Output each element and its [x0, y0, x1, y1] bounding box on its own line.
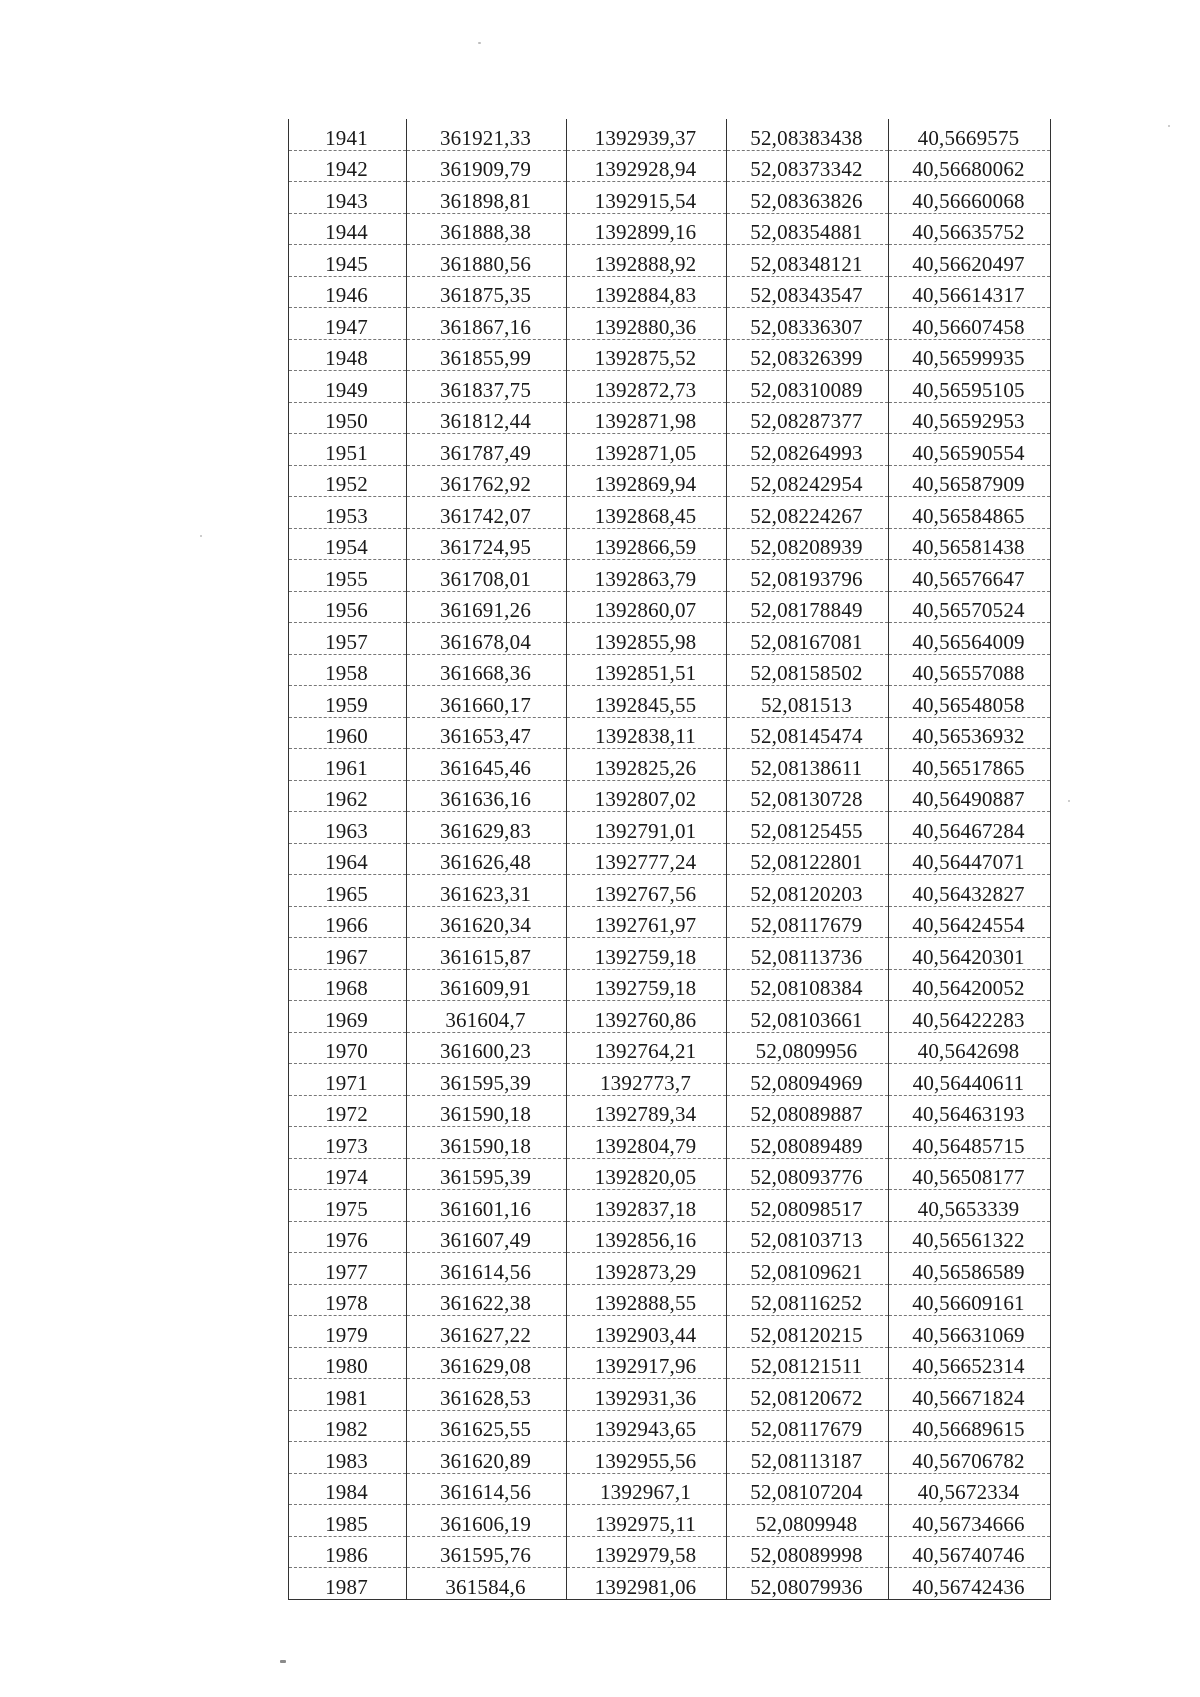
latitude-cell: 52,08354881 [727, 213, 889, 245]
longitude-cell: 40,56424554 [889, 906, 1051, 938]
y-coordinate-cell: 1392825,26 [567, 749, 727, 781]
longitude-cell: 40,56592953 [889, 402, 1051, 434]
y-coordinate-cell: 1392791,01 [567, 812, 727, 844]
longitude-cell: 40,56584865 [889, 497, 1051, 529]
point-number-cell: 1950 [289, 402, 407, 434]
y-coordinate-cell: 1392899,16 [567, 213, 727, 245]
latitude-cell: 52,08103713 [727, 1221, 889, 1253]
table-row [289, 119, 1051, 150]
y-coordinate-cell: 1392837,18 [567, 1190, 727, 1222]
latitude-cell: 52,08117679 [727, 1410, 889, 1442]
latitude-cell: 52,08120203 [727, 875, 889, 907]
point-number-cell: 1960 [289, 717, 407, 749]
y-coordinate-cell: 1392860,07 [567, 591, 727, 623]
y-coordinate-cell: 1392915,54 [567, 182, 727, 214]
longitude-cell: 40,56548058 [889, 686, 1051, 718]
y-coordinate-cell: 1392856,16 [567, 1221, 727, 1253]
x-coordinate-cell: 361762,92 [407, 465, 567, 497]
y-coordinate-cell: 1392863,79 [567, 560, 727, 592]
point-number-cell: 1972 [289, 1095, 407, 1127]
x-coordinate-cell: 361668,36 [407, 654, 567, 686]
point-number-cell: 1970 [289, 1032, 407, 1064]
longitude-cell: 40,56609161 [889, 1284, 1051, 1316]
table-row [289, 245, 1051, 277]
table-row [289, 654, 1051, 686]
y-coordinate-cell: 1392979,58 [567, 1536, 727, 1568]
latitude-cell: 52,08089887 [727, 1095, 889, 1127]
x-coordinate-cell: 361606,19 [407, 1505, 567, 1537]
latitude-cell: 52,08079936 [727, 1568, 889, 1600]
y-coordinate-cell: 1392759,18 [567, 938, 727, 970]
table-row [289, 623, 1051, 655]
y-coordinate-cell: 1392789,34 [567, 1095, 727, 1127]
y-coordinate-cell: 1392838,11 [567, 717, 727, 749]
point-number-cell: 1971 [289, 1064, 407, 1096]
point-number-cell: 1977 [289, 1253, 407, 1285]
table-row [289, 875, 1051, 907]
x-coordinate-cell: 361595,76 [407, 1536, 567, 1568]
table-row [289, 717, 1051, 749]
table-row [289, 497, 1051, 529]
longitude-cell: 40,56422283 [889, 1001, 1051, 1033]
x-coordinate-cell: 361653,47 [407, 717, 567, 749]
latitude-cell: 52,08120672 [727, 1379, 889, 1411]
y-coordinate-cell: 1392872,73 [567, 371, 727, 403]
longitude-cell: 40,56635752 [889, 213, 1051, 245]
latitude-cell: 52,08113187 [727, 1442, 889, 1474]
latitude-cell: 52,08093776 [727, 1158, 889, 1190]
point-number-cell: 1958 [289, 654, 407, 686]
table-row [289, 1032, 1051, 1064]
point-number-cell: 1956 [289, 591, 407, 623]
y-coordinate-cell: 1392884,83 [567, 276, 727, 308]
latitude-cell: 52,08158502 [727, 654, 889, 686]
latitude-cell: 52,081513 [727, 686, 889, 718]
longitude-cell: 40,56485715 [889, 1127, 1051, 1159]
y-coordinate-cell: 1392855,98 [567, 623, 727, 655]
latitude-cell: 52,0809956 [727, 1032, 889, 1064]
table-row [289, 1284, 1051, 1316]
latitude-cell: 52,08116252 [727, 1284, 889, 1316]
y-coordinate-cell: 1392777,24 [567, 843, 727, 875]
table-row [289, 1442, 1051, 1474]
x-coordinate-cell: 361625,55 [407, 1410, 567, 1442]
y-coordinate-cell: 1392760,86 [567, 1001, 727, 1033]
y-coordinate-cell: 1392773,7 [567, 1064, 727, 1096]
point-number-cell: 1974 [289, 1158, 407, 1190]
point-number-cell: 1975 [289, 1190, 407, 1222]
y-coordinate-cell: 1392981,06 [567, 1568, 727, 1600]
table-row [289, 1473, 1051, 1505]
y-coordinate-cell: 1392931,36 [567, 1379, 727, 1411]
x-coordinate-cell: 361645,46 [407, 749, 567, 781]
table-row [289, 371, 1051, 403]
table-row [289, 1064, 1051, 1096]
point-number-cell: 1966 [289, 906, 407, 938]
x-coordinate-cell: 361620,34 [407, 906, 567, 938]
latitude-cell: 52,08094969 [727, 1064, 889, 1096]
longitude-cell: 40,56680062 [889, 150, 1051, 182]
point-number-cell: 1957 [289, 623, 407, 655]
longitude-cell: 40,56614317 [889, 276, 1051, 308]
table-row [289, 1505, 1051, 1537]
latitude-cell: 52,08109621 [727, 1253, 889, 1285]
y-coordinate-cell: 1392967,1 [567, 1473, 727, 1505]
point-number-cell: 1968 [289, 969, 407, 1001]
coordinates-table [288, 119, 1051, 1600]
point-number-cell: 1969 [289, 1001, 407, 1033]
latitude-cell: 52,08193796 [727, 560, 889, 592]
x-coordinate-cell: 361595,39 [407, 1158, 567, 1190]
x-coordinate-cell: 361601,16 [407, 1190, 567, 1222]
point-number-cell: 1983 [289, 1442, 407, 1474]
latitude-cell: 52,0809948 [727, 1505, 889, 1537]
y-coordinate-cell: 1392928,94 [567, 150, 727, 182]
point-number-cell: 1959 [289, 686, 407, 718]
x-coordinate-cell: 361595,39 [407, 1064, 567, 1096]
y-coordinate-cell: 1392939,37 [567, 119, 727, 150]
latitude-cell: 52,08098517 [727, 1190, 889, 1222]
scan-speck [200, 535, 202, 537]
table-row [289, 213, 1051, 245]
point-number-cell: 1986 [289, 1536, 407, 1568]
latitude-cell: 52,08107204 [727, 1473, 889, 1505]
x-coordinate-cell: 361837,75 [407, 371, 567, 403]
point-number-cell: 1961 [289, 749, 407, 781]
table-row [289, 812, 1051, 844]
table-row [289, 1568, 1051, 1600]
x-coordinate-cell: 361627,22 [407, 1316, 567, 1348]
x-coordinate-cell: 361880,56 [407, 245, 567, 277]
latitude-cell: 52,08113736 [727, 938, 889, 970]
table-row [289, 339, 1051, 371]
latitude-cell: 52,08224267 [727, 497, 889, 529]
x-coordinate-cell: 361724,95 [407, 528, 567, 560]
x-coordinate-cell: 361660,17 [407, 686, 567, 718]
longitude-cell: 40,56740746 [889, 1536, 1051, 1568]
x-coordinate-cell: 361898,81 [407, 182, 567, 214]
point-number-cell: 1967 [289, 938, 407, 970]
latitude-cell: 52,08336307 [727, 308, 889, 340]
point-number-cell: 1949 [289, 371, 407, 403]
scan-speck [280, 1660, 286, 1663]
x-coordinate-cell: 361855,99 [407, 339, 567, 371]
longitude-cell: 40,56570524 [889, 591, 1051, 623]
y-coordinate-cell: 1392871,98 [567, 402, 727, 434]
x-coordinate-cell: 361909,79 [407, 150, 567, 182]
longitude-cell: 40,56587909 [889, 465, 1051, 497]
latitude-cell: 52,08117679 [727, 906, 889, 938]
x-coordinate-cell: 361623,31 [407, 875, 567, 907]
longitude-cell: 40,56420301 [889, 938, 1051, 970]
longitude-cell: 40,56508177 [889, 1158, 1051, 1190]
latitude-cell: 52,08326399 [727, 339, 889, 371]
x-coordinate-cell: 361614,56 [407, 1253, 567, 1285]
latitude-cell: 52,08145474 [727, 717, 889, 749]
latitude-cell: 52,08122801 [727, 843, 889, 875]
y-coordinate-cell: 1392975,11 [567, 1505, 727, 1537]
point-number-cell: 1978 [289, 1284, 407, 1316]
y-coordinate-cell: 1392845,55 [567, 686, 727, 718]
table-row [289, 1253, 1051, 1285]
scan-speck [1068, 800, 1070, 802]
y-coordinate-cell: 1392888,92 [567, 245, 727, 277]
latitude-cell: 52,08121511 [727, 1347, 889, 1379]
x-coordinate-cell: 361708,01 [407, 560, 567, 592]
point-number-cell: 1973 [289, 1127, 407, 1159]
table-row [289, 308, 1051, 340]
table-row [289, 434, 1051, 466]
point-number-cell: 1951 [289, 434, 407, 466]
table-row [289, 591, 1051, 623]
latitude-cell: 52,08310089 [727, 371, 889, 403]
longitude-cell: 40,56561322 [889, 1221, 1051, 1253]
y-coordinate-cell: 1392761,97 [567, 906, 727, 938]
latitude-cell: 52,08178849 [727, 591, 889, 623]
longitude-cell: 40,56689615 [889, 1410, 1051, 1442]
longitude-cell: 40,56631069 [889, 1316, 1051, 1348]
latitude-cell: 52,08287377 [727, 402, 889, 434]
x-coordinate-cell: 361600,23 [407, 1032, 567, 1064]
point-number-cell: 1952 [289, 465, 407, 497]
x-coordinate-cell: 361867,16 [407, 308, 567, 340]
latitude-cell: 52,08242954 [727, 465, 889, 497]
table-row [289, 938, 1051, 970]
longitude-cell: 40,5642698 [889, 1032, 1051, 1064]
x-coordinate-cell: 361812,44 [407, 402, 567, 434]
x-coordinate-cell: 361636,16 [407, 780, 567, 812]
y-coordinate-cell: 1392943,65 [567, 1410, 727, 1442]
longitude-cell: 40,56586589 [889, 1253, 1051, 1285]
table-row [289, 182, 1051, 214]
longitude-cell: 40,56536932 [889, 717, 1051, 749]
y-coordinate-cell: 1392764,21 [567, 1032, 727, 1064]
point-number-cell: 1941 [289, 119, 407, 150]
longitude-cell: 40,56564009 [889, 623, 1051, 655]
latitude-cell: 52,08264993 [727, 434, 889, 466]
latitude-cell: 52,08103661 [727, 1001, 889, 1033]
x-coordinate-cell: 361787,49 [407, 434, 567, 466]
table-row [289, 1536, 1051, 1568]
table-row [289, 1095, 1051, 1127]
y-coordinate-cell: 1392866,59 [567, 528, 727, 560]
x-coordinate-cell: 361584,6 [407, 1568, 567, 1600]
latitude-cell: 52,08208939 [727, 528, 889, 560]
point-number-cell: 1985 [289, 1505, 407, 1537]
latitude-cell: 52,08089998 [727, 1536, 889, 1568]
table-row [289, 528, 1051, 560]
table-row [289, 906, 1051, 938]
y-coordinate-cell: 1392903,44 [567, 1316, 727, 1348]
y-coordinate-cell: 1392820,05 [567, 1158, 727, 1190]
x-coordinate-cell: 361590,18 [407, 1095, 567, 1127]
longitude-cell: 40,56734666 [889, 1505, 1051, 1537]
point-number-cell: 1979 [289, 1316, 407, 1348]
point-number-cell: 1954 [289, 528, 407, 560]
longitude-cell: 40,56590554 [889, 434, 1051, 466]
latitude-cell: 52,08363826 [727, 182, 889, 214]
point-number-cell: 1964 [289, 843, 407, 875]
y-coordinate-cell: 1392880,36 [567, 308, 727, 340]
x-coordinate-cell: 361609,91 [407, 969, 567, 1001]
x-coordinate-cell: 361628,53 [407, 1379, 567, 1411]
longitude-cell: 40,56420052 [889, 969, 1051, 1001]
x-coordinate-cell: 361590,18 [407, 1127, 567, 1159]
longitude-cell: 40,56467284 [889, 812, 1051, 844]
table-row [289, 402, 1051, 434]
longitude-cell: 40,56595105 [889, 371, 1051, 403]
x-coordinate-cell: 361622,38 [407, 1284, 567, 1316]
longitude-cell: 40,56652314 [889, 1347, 1051, 1379]
table-row [289, 150, 1051, 182]
longitude-cell: 40,56447071 [889, 843, 1051, 875]
table-row [289, 1221, 1051, 1253]
y-coordinate-cell: 1392888,55 [567, 1284, 727, 1316]
longitude-cell: 40,5672334 [889, 1473, 1051, 1505]
point-number-cell: 1976 [289, 1221, 407, 1253]
x-coordinate-cell: 361691,26 [407, 591, 567, 623]
longitude-cell: 40,56607458 [889, 308, 1051, 340]
table-row [289, 276, 1051, 308]
longitude-cell: 40,56490887 [889, 780, 1051, 812]
longitude-cell: 40,56463193 [889, 1095, 1051, 1127]
x-coordinate-cell: 361629,83 [407, 812, 567, 844]
table-row [289, 1158, 1051, 1190]
longitude-cell: 40,56581438 [889, 528, 1051, 560]
longitude-cell: 40,56671824 [889, 1379, 1051, 1411]
table-row [289, 969, 1051, 1001]
latitude-cell: 52,08125455 [727, 812, 889, 844]
latitude-cell: 52,08108384 [727, 969, 889, 1001]
x-coordinate-cell: 361875,35 [407, 276, 567, 308]
latitude-cell: 52,08089489 [727, 1127, 889, 1159]
longitude-cell: 40,56557088 [889, 654, 1051, 686]
y-coordinate-cell: 1392869,94 [567, 465, 727, 497]
longitude-cell: 40,56576647 [889, 560, 1051, 592]
point-number-cell: 1953 [289, 497, 407, 529]
y-coordinate-cell: 1392873,29 [567, 1253, 727, 1285]
point-number-cell: 1980 [289, 1347, 407, 1379]
table-row [289, 686, 1051, 718]
point-number-cell: 1963 [289, 812, 407, 844]
x-coordinate-cell: 361921,33 [407, 119, 567, 150]
table-row [289, 1316, 1051, 1348]
table-row [289, 1379, 1051, 1411]
y-coordinate-cell: 1392851,51 [567, 654, 727, 686]
y-coordinate-cell: 1392917,96 [567, 1347, 727, 1379]
table-row [289, 465, 1051, 497]
longitude-cell: 40,5653339 [889, 1190, 1051, 1222]
x-coordinate-cell: 361742,07 [407, 497, 567, 529]
latitude-cell: 52,08167081 [727, 623, 889, 655]
y-coordinate-cell: 1392767,56 [567, 875, 727, 907]
longitude-cell: 40,56620497 [889, 245, 1051, 277]
table-row [289, 560, 1051, 592]
scan-speck [478, 42, 481, 44]
y-coordinate-cell: 1392875,52 [567, 339, 727, 371]
scan-speck [1168, 125, 1170, 127]
x-coordinate-cell: 361607,49 [407, 1221, 567, 1253]
table-row [289, 843, 1051, 875]
y-coordinate-cell: 1392759,18 [567, 969, 727, 1001]
y-coordinate-cell: 1392807,02 [567, 780, 727, 812]
x-coordinate-cell: 361678,04 [407, 623, 567, 655]
longitude-cell: 40,56440611 [889, 1064, 1051, 1096]
point-number-cell: 1981 [289, 1379, 407, 1411]
point-number-cell: 1965 [289, 875, 407, 907]
longitude-cell: 40,5669575 [889, 119, 1051, 150]
longitude-cell: 40,56599935 [889, 339, 1051, 371]
longitude-cell: 40,56742436 [889, 1568, 1051, 1600]
latitude-cell: 52,08138611 [727, 749, 889, 781]
y-coordinate-cell: 1392955,56 [567, 1442, 727, 1474]
x-coordinate-cell: 361604,7 [407, 1001, 567, 1033]
point-number-cell: 1948 [289, 339, 407, 371]
point-number-cell: 1984 [289, 1473, 407, 1505]
coordinates-table-body [289, 119, 1051, 1599]
table-row [289, 1190, 1051, 1222]
latitude-cell: 52,08130728 [727, 780, 889, 812]
longitude-cell: 40,56660068 [889, 182, 1051, 214]
table-row [289, 780, 1051, 812]
x-coordinate-cell: 361626,48 [407, 843, 567, 875]
latitude-cell: 52,08343547 [727, 276, 889, 308]
y-coordinate-cell: 1392804,79 [567, 1127, 727, 1159]
latitude-cell: 52,08383438 [727, 119, 889, 150]
y-coordinate-cell: 1392868,45 [567, 497, 727, 529]
table-row [289, 1347, 1051, 1379]
latitude-cell: 52,08373342 [727, 150, 889, 182]
x-coordinate-cell: 361620,89 [407, 1442, 567, 1474]
point-number-cell: 1944 [289, 213, 407, 245]
point-number-cell: 1982 [289, 1410, 407, 1442]
longitude-cell: 40,56706782 [889, 1442, 1051, 1474]
point-number-cell: 1945 [289, 245, 407, 277]
point-number-cell: 1955 [289, 560, 407, 592]
x-coordinate-cell: 361888,38 [407, 213, 567, 245]
table-row [289, 1001, 1051, 1033]
x-coordinate-cell: 361629,08 [407, 1347, 567, 1379]
point-number-cell: 1947 [289, 308, 407, 340]
latitude-cell: 52,08348121 [727, 245, 889, 277]
longitude-cell: 40,56432827 [889, 875, 1051, 907]
longitude-cell: 40,56517865 [889, 749, 1051, 781]
point-number-cell: 1942 [289, 150, 407, 182]
point-number-cell: 1987 [289, 1568, 407, 1600]
x-coordinate-cell: 361614,56 [407, 1473, 567, 1505]
point-number-cell: 1946 [289, 276, 407, 308]
table-row [289, 1410, 1051, 1442]
y-coordinate-cell: 1392871,05 [567, 434, 727, 466]
point-number-cell: 1943 [289, 182, 407, 214]
point-number-cell: 1962 [289, 780, 407, 812]
x-coordinate-cell: 361615,87 [407, 938, 567, 970]
table-row [289, 1127, 1051, 1159]
table-row [289, 749, 1051, 781]
latitude-cell: 52,08120215 [727, 1316, 889, 1348]
